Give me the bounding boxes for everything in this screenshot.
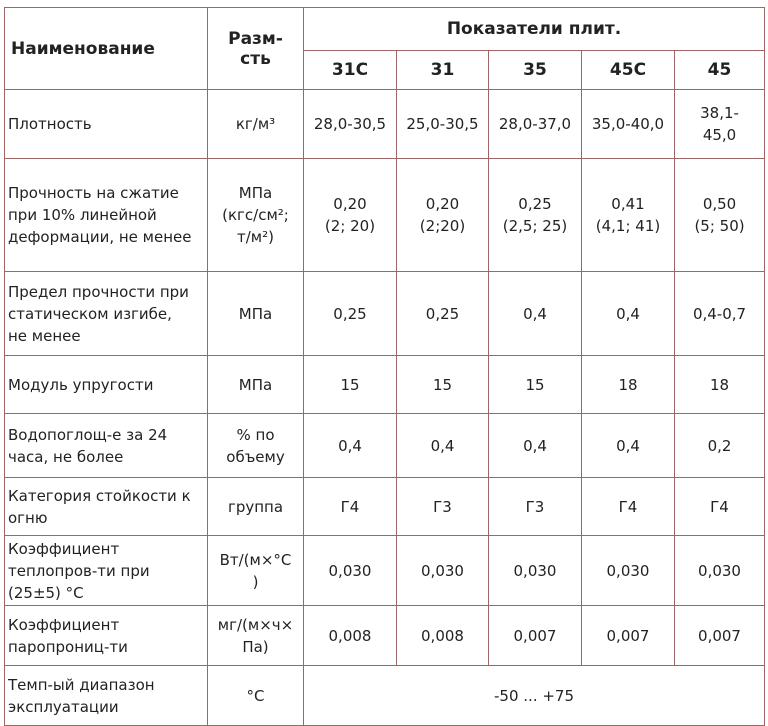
row-name — [5, 478, 208, 536]
value-line: 0,4 — [338, 436, 362, 455]
row-name-line: часа, не более — [8, 447, 124, 466]
value-cell — [675, 478, 765, 536]
value-cell — [489, 356, 582, 414]
value-cell — [675, 356, 765, 414]
value-cell — [582, 414, 675, 478]
row-name — [5, 159, 208, 272]
value-line: (2,5; 25) — [502, 217, 568, 235]
value-cell — [582, 536, 675, 606]
value-cell — [582, 272, 675, 356]
header-unit-line1: Разм- — [228, 28, 283, 49]
temperature-range-value: -50 ... +75 — [494, 686, 575, 705]
row-unit-line: Па) — [242, 637, 269, 656]
row-name-line: Водопоглощ-е за 24 — [8, 425, 168, 444]
value-line: Г4 — [710, 497, 729, 516]
value-cell — [304, 606, 397, 666]
row-unit-line: °С — [246, 686, 265, 705]
row-name-line: Прочность на сжатие — [8, 184, 179, 202]
table-body — [5, 90, 765, 726]
value-line: (5; 50) — [694, 217, 745, 235]
value-cell — [397, 90, 489, 159]
value-cell — [582, 90, 675, 159]
header-name — [5, 8, 208, 90]
value-cell — [489, 159, 582, 272]
spec-table — [4, 7, 765, 726]
value-line: 18 — [618, 375, 638, 394]
value-line: 35,0-40,0 — [591, 115, 665, 133]
value-line: 0,50 — [702, 195, 737, 213]
row-unit — [208, 356, 304, 414]
header-unit-line2: сть — [240, 48, 271, 69]
value-line: 0,4-0,7 — [692, 304, 747, 323]
row-name-line: Модуль упругости — [8, 375, 154, 394]
row-unit-line: мг/(м×ч× — [217, 615, 294, 634]
table-row — [5, 356, 765, 414]
row-name-line: Темп-ый диапазон — [8, 675, 155, 694]
value-line: 0,20 — [333, 195, 367, 213]
value-line: 0,41 — [611, 195, 645, 213]
value-line: 28,0-37,0 — [498, 115, 572, 133]
header-col-45s: 45С — [582, 51, 675, 90]
value-cell — [489, 272, 582, 356]
table-row — [5, 159, 765, 272]
temperature-range-cell — [304, 666, 765, 726]
value-cell — [675, 536, 765, 606]
value-cell — [304, 414, 397, 478]
value-line: 0,20 — [425, 195, 460, 213]
value-line: 0,4 — [616, 304, 640, 323]
row-name — [5, 90, 208, 159]
header-row-top — [5, 8, 765, 51]
header-group-label: Показатели плит. — [446, 19, 622, 39]
row-unit-line: МПа — [238, 304, 273, 323]
row-name-line: (25±5) °С — [8, 583, 84, 602]
value-line: 45,0 — [702, 126, 737, 144]
row-name — [5, 356, 208, 414]
value-cell — [582, 606, 675, 666]
value-line: (4,1; 41) — [595, 217, 661, 235]
value-line: 0,4 — [523, 304, 547, 323]
row-name-line: эксплуатации — [8, 697, 119, 716]
row-name-line: Плотность — [8, 115, 92, 133]
row-unit-line: МПа — [238, 184, 273, 202]
value-cell — [397, 159, 489, 272]
value-line: Г4 — [618, 497, 638, 516]
value-cell — [397, 478, 489, 536]
value-line: 0,25 — [333, 304, 367, 323]
row-unit-line: (кгс/см²; — [222, 206, 289, 224]
table-row — [5, 90, 765, 159]
value-cell — [489, 414, 582, 478]
table-row — [5, 536, 765, 606]
row-name-line: деформации, не менее — [8, 228, 192, 246]
value-cell — [489, 478, 582, 536]
row-unit-line: т/м²) — [237, 228, 274, 246]
row-unit-line: % по — [236, 425, 275, 444]
value-cell — [397, 272, 489, 356]
header-group — [304, 8, 765, 51]
value-cell — [489, 536, 582, 606]
value-cell — [304, 478, 397, 536]
value-line: Г4 — [340, 497, 360, 516]
table-row — [5, 606, 765, 666]
row-unit — [208, 159, 304, 272]
value-cell — [489, 90, 582, 159]
value-line: Г3 — [433, 497, 452, 516]
row-unit — [208, 478, 304, 536]
value-line: 0,030 — [606, 561, 650, 580]
row-name-line: при 10% линейной — [8, 206, 157, 224]
row-name-line: Предел прочности при — [8, 282, 189, 301]
header-col-45: 45 — [675, 51, 765, 90]
value-cell — [397, 606, 489, 666]
value-line: (2; 20) — [324, 217, 376, 235]
value-line: 0,007 — [513, 626, 557, 645]
value-cell — [304, 536, 397, 606]
table-row — [5, 414, 765, 478]
value-line: 15 — [340, 375, 360, 394]
value-cell — [397, 414, 489, 478]
value-cell — [675, 414, 765, 478]
value-line: Г3 — [525, 497, 545, 516]
value-line: 0,030 — [328, 561, 372, 580]
row-unit — [208, 536, 304, 606]
row-name-line: Категория стойкости к — [8, 486, 191, 505]
row-name — [5, 536, 208, 606]
row-unit-line: группа — [227, 497, 284, 516]
value-cell — [675, 159, 765, 272]
value-cell — [489, 606, 582, 666]
value-line: 38,1- — [700, 104, 739, 122]
value-line: 0,030 — [421, 561, 464, 580]
row-name — [5, 606, 208, 666]
value-line: 18 — [709, 375, 730, 394]
row-unit-line: объему — [226, 447, 285, 466]
header-col-31: 31 — [397, 51, 489, 90]
table-row — [5, 666, 765, 726]
value-cell — [675, 606, 765, 666]
value-cell — [397, 536, 489, 606]
row-unit — [208, 666, 304, 726]
header-name-label: Наименование — [11, 38, 155, 59]
row-name-line: паропрониц-ти — [8, 637, 128, 656]
row-unit — [208, 90, 304, 159]
value-line: 0,008 — [328, 626, 372, 645]
value-cell — [304, 90, 397, 159]
value-cell — [304, 159, 397, 272]
row-unit — [208, 414, 304, 478]
row-name — [5, 414, 208, 478]
value-line: 0,2 — [707, 436, 732, 455]
value-cell — [675, 272, 765, 356]
value-cell — [304, 356, 397, 414]
table-row — [5, 272, 765, 356]
row-unit-line: Вт/(м×°С — [219, 550, 292, 569]
header-unit — [208, 8, 304, 90]
row-unit-line: МПа — [238, 375, 273, 394]
row-name-line: Коэффициент — [8, 539, 120, 558]
row-unit — [208, 606, 304, 666]
header-col-31s: 31С — [304, 51, 397, 90]
row-name-line: не менее — [8, 326, 81, 345]
row-unit-line: кг/м³ — [235, 115, 276, 133]
row-name-line: огню — [8, 508, 48, 527]
value-line: 0,007 — [606, 626, 650, 645]
row-name — [5, 666, 208, 726]
spec-table-container — [4, 7, 765, 726]
value-line: 0,4 — [616, 436, 640, 455]
value-line: (2;20) — [419, 217, 466, 235]
value-line: 0,008 — [421, 626, 464, 645]
value-line: 15 — [525, 375, 545, 394]
value-cell — [582, 356, 675, 414]
value-line: 0,030 — [513, 561, 557, 580]
value-line: 0,25 — [425, 304, 460, 323]
value-cell — [304, 272, 397, 356]
row-name-line: статическом изгибе, — [8, 304, 172, 323]
value-cell — [675, 90, 765, 159]
value-line: 0,4 — [523, 436, 547, 455]
value-line: 0,4 — [430, 436, 455, 455]
row-name — [5, 272, 208, 356]
value-line: 25,0-30,5 — [406, 115, 479, 133]
row-name-line: теплопров-ти при — [8, 561, 150, 580]
table-row — [5, 478, 765, 536]
value-cell — [582, 159, 675, 272]
value-line: 0,25 — [518, 195, 552, 213]
row-unit-line: ) — [252, 572, 259, 591]
value-line: 0,030 — [698, 561, 741, 580]
value-line: 15 — [432, 375, 453, 394]
value-line: 0,007 — [698, 626, 741, 645]
value-cell — [582, 478, 675, 536]
row-name-line: Коэффициент — [8, 615, 120, 634]
value-cell — [397, 356, 489, 414]
header-col-35: 35 — [489, 51, 582, 90]
row-unit — [208, 272, 304, 356]
value-line: 28,0-30,5 — [313, 115, 387, 133]
